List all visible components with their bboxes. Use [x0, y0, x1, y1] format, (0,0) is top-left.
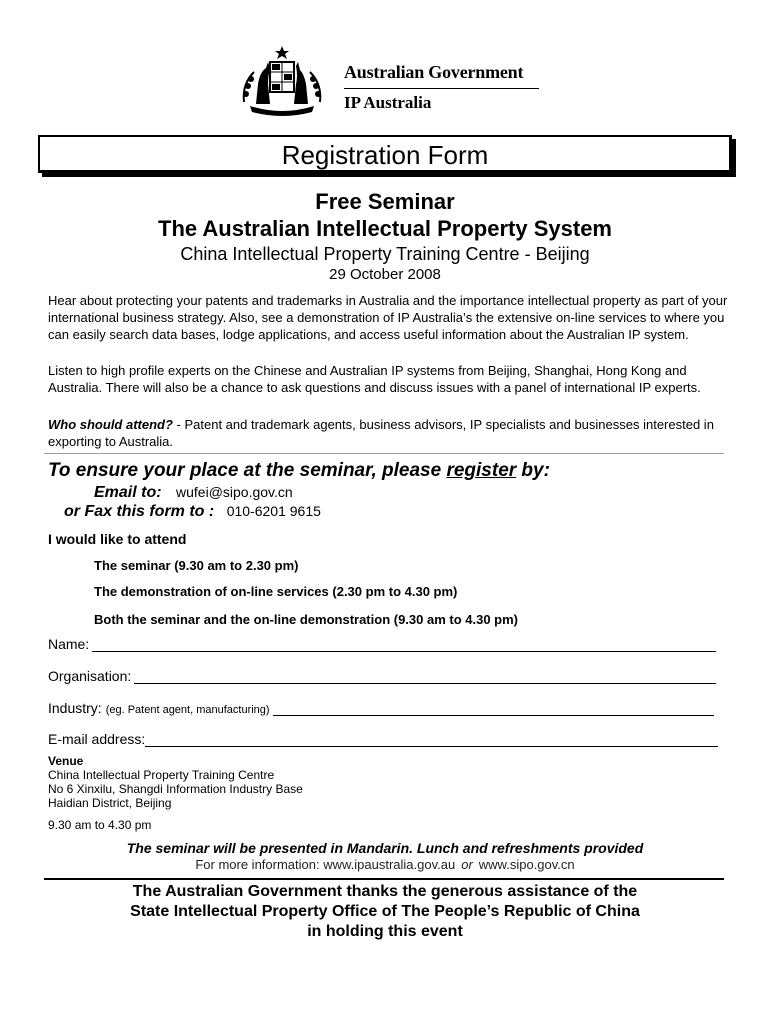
- industry-label: Industry:: [48, 700, 102, 716]
- seminar-tag: Free Seminar: [315, 189, 455, 214]
- email-field: [48, 731, 718, 747]
- coat-of-arms-icon: [232, 44, 332, 118]
- seminar-title: The Australian Intellectual Property System: [158, 216, 612, 241]
- seminar-date: 29 October 2008: [329, 266, 441, 283]
- name-input-line[interactable]: [92, 637, 716, 652]
- fax-contact: [64, 503, 321, 521]
- attend-option-demonstration[interactable]: The demonstration of on-line services (2.30 pm to 4.30 pm): [94, 584, 458, 599]
- or-word: or: [461, 857, 473, 872]
- venue-line: Haidian District, Beijing: [48, 796, 172, 810]
- footer-divider: [44, 878, 724, 880]
- more-info: [0, 857, 770, 872]
- organisation-label: Organisation:: [48, 668, 132, 684]
- thanks-line: in holding this event: [307, 923, 463, 940]
- government-name: Australian Government: [344, 62, 524, 82]
- form-title: Registration Form: [281, 140, 489, 170]
- thanks-line: The Australian Government thanks the generous assistance of the: [132, 883, 638, 900]
- venue-line: China Intellectual Property Training Centre: [48, 768, 275, 782]
- intro-paragraph: Hear about protecting your patents and trademarks in Australia and the importance intellectual property as part of your international business strategy. Also, see a demonstration of IP Australia’s the extensive on-line services to where you can easily search data bases, lodge applications, and access useful information about the Australian IP system.: [48, 293, 728, 342]
- industry-hint: (eg. Patent agent, manufacturing): [105, 704, 270, 716]
- venue-title: Venue: [48, 754, 84, 768]
- who-label: Who should attend?: [48, 417, 173, 432]
- fax-number: 010-6201 9615: [226, 503, 321, 519]
- industry-field: [48, 700, 714, 716]
- event-time: 9.30 am to 4.30 pm: [48, 818, 152, 832]
- agency-name: IP Australia: [344, 93, 432, 112]
- attend-option-seminar[interactable]: The seminar (9.30 am to 2.30 pm): [94, 558, 299, 573]
- industry-input-line[interactable]: [273, 701, 714, 716]
- sipo-link[interactable]: www.sipo.gov.cn: [478, 857, 575, 872]
- thanks-line: State Intellectual Property Office of The People’s Republic of China: [130, 903, 640, 920]
- attend-option-both[interactable]: Both the seminar and the on-line demonstration (9.30 am to 4.30 pm): [94, 612, 519, 627]
- who-text: - Patent and trademark agents, business advisors, IP specialists and businesses interested in exporting to Australia.: [48, 417, 714, 449]
- language-note: The seminar will be presented in Mandarin. Lunch and refreshments provided: [126, 840, 644, 856]
- name-field: [48, 636, 716, 652]
- email-contact: [94, 484, 293, 502]
- header-rule: [344, 88, 539, 89]
- fax-label: or Fax this form to :: [64, 503, 215, 520]
- experts-paragraph: Listen to high profile experts on the Chinese and Australian IP systems from Beijing, Shanghai, Hong Kong and Australia. There will also be a chance to ask questions and discuss issues with a panel of international IP experts.: [48, 363, 701, 395]
- register-heading: To ensure your place at the seminar, please register by:: [48, 460, 550, 481]
- ipaustralia-link[interactable]: For more information: www.ipaustralia.gov.au: [195, 857, 456, 872]
- venue-block: [48, 754, 303, 810]
- venue-line: No 6 Xinxilu, Shangdi Information Industry Base: [48, 782, 303, 796]
- attend-heading: I would like to attend: [48, 531, 187, 547]
- audience-paragraph: [48, 416, 728, 450]
- organisation-input-line[interactable]: [134, 669, 716, 684]
- email-field-label: E-mail address:: [48, 731, 146, 747]
- name-label: Name:: [48, 636, 90, 652]
- email-label: Email to:: [94, 484, 162, 501]
- email-input-line[interactable]: [145, 732, 718, 747]
- organisation-field: [48, 668, 716, 684]
- seminar-location: China Intellectual Property Training Centre - Beijing: [180, 244, 590, 264]
- register-keyword: register: [446, 460, 517, 481]
- thanks-note: [0, 882, 770, 942]
- section-divider: [44, 453, 724, 454]
- email-address-link[interactable]: wufei@sipo.gov.cn: [176, 484, 293, 500]
